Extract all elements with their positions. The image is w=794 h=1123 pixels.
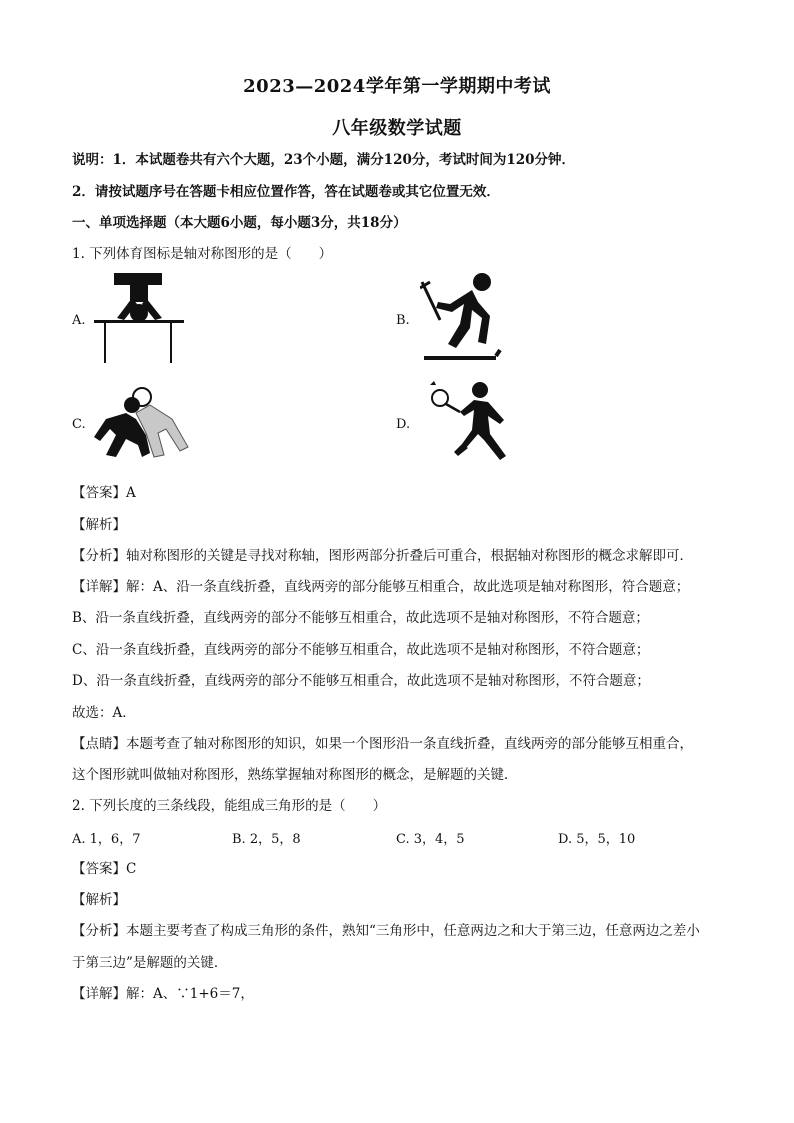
instruction-line-2: 2．请按试题序号在答题卡相应位置作答，答在试题卷或其它位置无效． — [72, 184, 500, 200]
question-2-stem: 2. 下列长度的三条线段，能组成三角形的是（ ） — [72, 798, 387, 814]
q2-choice-d: D. 5，5，10 — [558, 832, 636, 847]
handstand-icon — [92, 270, 192, 365]
option-d-label: D. — [396, 417, 411, 432]
q2-analysis-1: 【分析】本题主要考查了构成三角形的条件，熟知“三角形中，任意两边之和大于第三边，任意两边之差小 — [72, 923, 700, 939]
q1-comment-1: 【点睛】本题考查了轴对称图形的知识，如果一个图形沿一条直线折叠，直线两旁的部分能够互相重合， — [72, 736, 693, 752]
q2-choice-c: C. 3，4，5 — [396, 832, 465, 847]
exam-subtitle: 八年级数学试题 — [332, 118, 462, 139]
exam-title: 2023—2024学年第一学期期中考试 — [243, 76, 551, 97]
question-1-stem: 1. 下列体育图标是轴对称图形的是（ ） — [72, 246, 333, 262]
q1-detail-c: C、沿一条直线折叠，直线两旁的部分不能够互相重合，故此选项不是轴对称图形，不符合题意； — [72, 642, 650, 658]
q2-detail: 【详解】解：A、∵1+6＝7， — [72, 986, 254, 1002]
q2-analysis-label: 【解析】 — [72, 892, 126, 908]
q2-choice-b: B. 2，5，8 — [232, 832, 301, 847]
q1-detail-d: D、沿一条直线折叠，直线两旁的部分不能够互相重合，故此选项不是轴对称图形，不符合题意； — [72, 673, 650, 689]
q1-detail-b: B、沿一条直线折叠，直线两旁的部分不能够互相重合，故此选项不是轴对称图形，不符合题意； — [72, 610, 649, 626]
option-a-label: A. — [72, 313, 86, 328]
option-b-label: B. — [396, 313, 410, 328]
skiing-icon — [420, 272, 502, 364]
q1-analysis-label: 【解析】 — [72, 517, 126, 533]
section-heading: 一、单项选择题（本大题6小题，每小题3分，共18分） — [72, 215, 407, 231]
q1-detail-a: 【详解】解：A、沿一条直线折叠，直线两旁的部分能够互相重合，故此选项是轴对称图形，符合题意； — [72, 579, 690, 595]
q1-analysis: 【分析】轴对称图形的关键是寻找对称轴，图形两部分折叠后可重合，根据轴对称图形的概念求解即可． — [72, 548, 693, 564]
badminton-icon — [428, 380, 510, 466]
q1-answer: 【答案】A — [72, 485, 136, 501]
q1-comment-2: 这个图形就叫做轴对称图形，熟练掌握轴对称图形的概念，是解题的关键． — [72, 767, 518, 783]
instruction-line-1: 说明：1．本试题卷共有六个大题，23个小题，满分120分，考试时间为120分钟． — [72, 152, 576, 168]
wrestling-icon — [92, 385, 192, 460]
q2-answer: 【答案】C — [72, 861, 137, 877]
q2-analysis-2: 于第三边”是解题的关键． — [72, 955, 228, 971]
q1-conclusion: 故选：A． — [72, 705, 136, 721]
option-c-label: C. — [72, 417, 86, 432]
q2-choice-a: A. 1，6，7 — [72, 832, 141, 847]
